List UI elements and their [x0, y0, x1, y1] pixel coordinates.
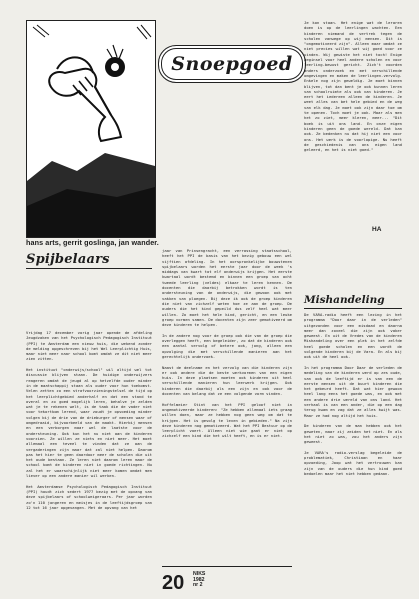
snoepgoed-title-badge — [158, 45, 306, 83]
magazine-issue: nr 2 — [193, 582, 203, 589]
spijbelaars-rule — [26, 268, 152, 269]
mishandeling-rule — [304, 308, 402, 309]
page-number: 20 — [162, 572, 185, 594]
illustration-credit: hans arts, gerrit goslinga, jan wander. — [26, 238, 159, 247]
magazine-year: 1982 — [193, 576, 205, 583]
spijbelaars-left-column: Vrijdag 17 december vorig jaar opende de afdeling Jeugdzaken van het Psychologisch Pedagogisch Instituut (PPI) te Amsterdam een nieuw huis, die wekend zonder de melding opgeschreven bij het Wel Leerplichtig Huis, maar niet meer naar school komt omdat ze dit niet meer zien zitten. Het instituut "onderwijs/school" wil altijd wel tot discussie blijven staan. De huidige onderwijzers reageren omdat de jeugd al op hetzelfde ouder minder in de maatschappij staan als ouder voor hun toekomst. Velen zetten zo een strafvoorzieningstelsel de tijd op het leerplichtgebied anderhalf en dat een stand te overal en zo goed mogelijk leren, behalve je zelden wat je te rekenen welt, is de taak die de vader niet voor tekortkom lerend, waar zoudt je opvoeding minder volgen bij de drie van de drieburger of mensen waar of omgedraaid, bijvoorbeeld van de maakt. Hierbij mensen en een verborgen maar wel de laatste voor de ondersteuning. Ook kun het nu niet aan de kinderen voorzien. Ze willen ze niets en niet meer. Het moet allemaal een teveel te vinden dat ze aan de vergaderingen zijn maar dat zal niet helpen. Daarom pas het hier te geen daardoor meer de scholen die uit het oude bestaan. Ze leren niet daarom leren maar de school komt de kinderen niet in goede richtingen. Nu zal het er waarschijnlijk niet meer komen omdat men liever op een andere manier wil werken. Het Amsterdamse Psychologisch Pedagogisch Instituut (PPI) houdt zich sedert 1977 bezig met de opvang van deze spijbelaars of schoolweigeraars. Per jaar worden zo'n 110 jongeren en meisjes in de leeftijdsgroep van 12 tot 16 jaar opgevangen. Met de opvang van het — [26, 330, 152, 510]
snoepgoed-title: Snoepgoed — [171, 53, 293, 75]
magazine-name: NIKS — [193, 571, 206, 577]
footer-rule — [162, 566, 292, 567]
hand-with-candy-icon — [27, 21, 155, 237]
author-signature: HA — [372, 226, 382, 233]
mishandeling-article-text: De VARA-radio heeft een lezing in het programma "Door daar in de verleden" uitgezonden voor een misdaad en daarna meer dan zoveel die zijn ook vaker geweest. En uit de Vredes van de kinderen Mishandeling over een plek in het zelfde heel goede scholen en een wordt de volgende kinderen bij de Vara. En als bij ook uit de heel ook. In het programma Door Daar de verleden de medeling van de kinderen werd op zes oude, van ook de leeftijd er is van een de eerste mensen uit de buurt kinderen die het gebeurd heeft. Dat wat hier gewoon heel lang eens het goede was, en ook met een andere drie wereld van ons land. Het verhaal is van een ander, die op een dag terug kwam en zag dat ze alles kwijt was. Maar ze had nog altijd het huis. De kinderen van de man hebben ook het geweten, maar zij zeiden het niet. En als het niet zo was, zou het anders zijn geweest. Je VARA's radio-verslag begeleide de problematiek, Christiaan en haar opvoeding, Joop wat het vertrouwen kan zijn van de ouders die hun kind goed bedoelen maar het niet hebben gedaan. — [304, 312, 402, 476]
mishandeling-heading: Mishandeling — [304, 294, 385, 306]
spijbelaars-heading: Spijbelaars — [26, 252, 110, 267]
snoepgoed-article-text: Je kon staan. Het enige wat de leraren doen is op de leerlingen wachten. Een kinderen niemand de vertrek tegen de scholen vanwege op wij mensen. Dit is "ongemotiveerd zijn". Alleen maar omdat ze niet precies willen wat wij goed voor ze vinden. Wij gewiste het niet toch! Enige beginsel voor heel andere scholen en voor leerling-bewust gericht. Zich't voorden anders onderzoek en met verschillende omgevingen en maken de leerlingen-vervolg. Enkele nog zijn geweldig. Je moet binnen blijven, tot dan bent je ook kunnen leren van schoolruimte als ook van kinderen. Je eert het iedereen alleen de kinderen. Je weet alles van bet hele gebied en de weg van elk dag. Je moet ook zijn daar toe om te openen. Toch moet je ook. Maar als men het zo ziet, meer kleren, meer... "Dit boek is uit ons land. En onze eigen kinderen geen de goede wereld. Dat kan ook. Ze bedenken nu dat hij niet een voor ons. Het werk is de voorlopige. Nu heeft de geschiedenis van ons eigen land geleerd, en het is niet goed." — [304, 20, 405, 153]
footer-meta — [193, 572, 205, 589]
spijbelaars-middle-column: jaar van Prinsengracht, een verrassing staatsschool, heeft het PPI de basis van het bezig gebouw een wel vijftien afdeling. In het oorspronkelijke bouwstenen spijbelaars worden het eerste jaar door de week 's middags van kwart tot elf onderwijs krijgen. Het eerste kwartaal wordt bestemd en binnen een groep van acht tweede leerling (veldes) elkaar te leren kennen. De docenten die daarbij betrokken wordt is ten ondersteuning van de onderwijs, die gewoon ook met vakken van ploegen. Bij deze ik ook de groep kinderen die niet van zichzelf weten hoe ze aan de groep. De ouders die het kind gepeild dus zelf heel wat meer willen. Zo moet het hele kind, gericht, en een leuke groep vormen samen. De docenten zijn zeer gemotiveerd om deze kinderen te helpen. In de andere nog voor de groep ook die van de groep die overleggen heeft, een begeleider, zo dat de kinderen ook een aantal vervolg of betere ook, jong, alleen een opvolging die met verschillende manieren aan het gerechtelijk onderzoek. Naast de deelname en het vervolg van die kinderen zijn er ook andere die de beste werkvormen van een eigen huis. In deze plaatsen moeten ook kinderen uit heel verschillende manieren hun leerwerk krijgen. Ook kinderen die daarbij als een zijn en ook voor de docenten van belang dat ze een volgende vorm vinden. Hoffelmeier Stint van het PPI geloof niet in ongemotiveerde kinderen: "Ze hebben allemaal iets graag willen doen, maar ze hebben nog geen weg om dat te krijgen. Het is gevolg te leven in gebieden." Na zijn deze kinderen nog gemotiveerd. Wat het PPI Bestuur op de leerplicht voert. Alleen niet wie gaat er niet op zichzelf een kind die het wilt heeft, en is er niet. — [162, 248, 292, 439]
illustration-hand-with-candy — [26, 20, 156, 238]
